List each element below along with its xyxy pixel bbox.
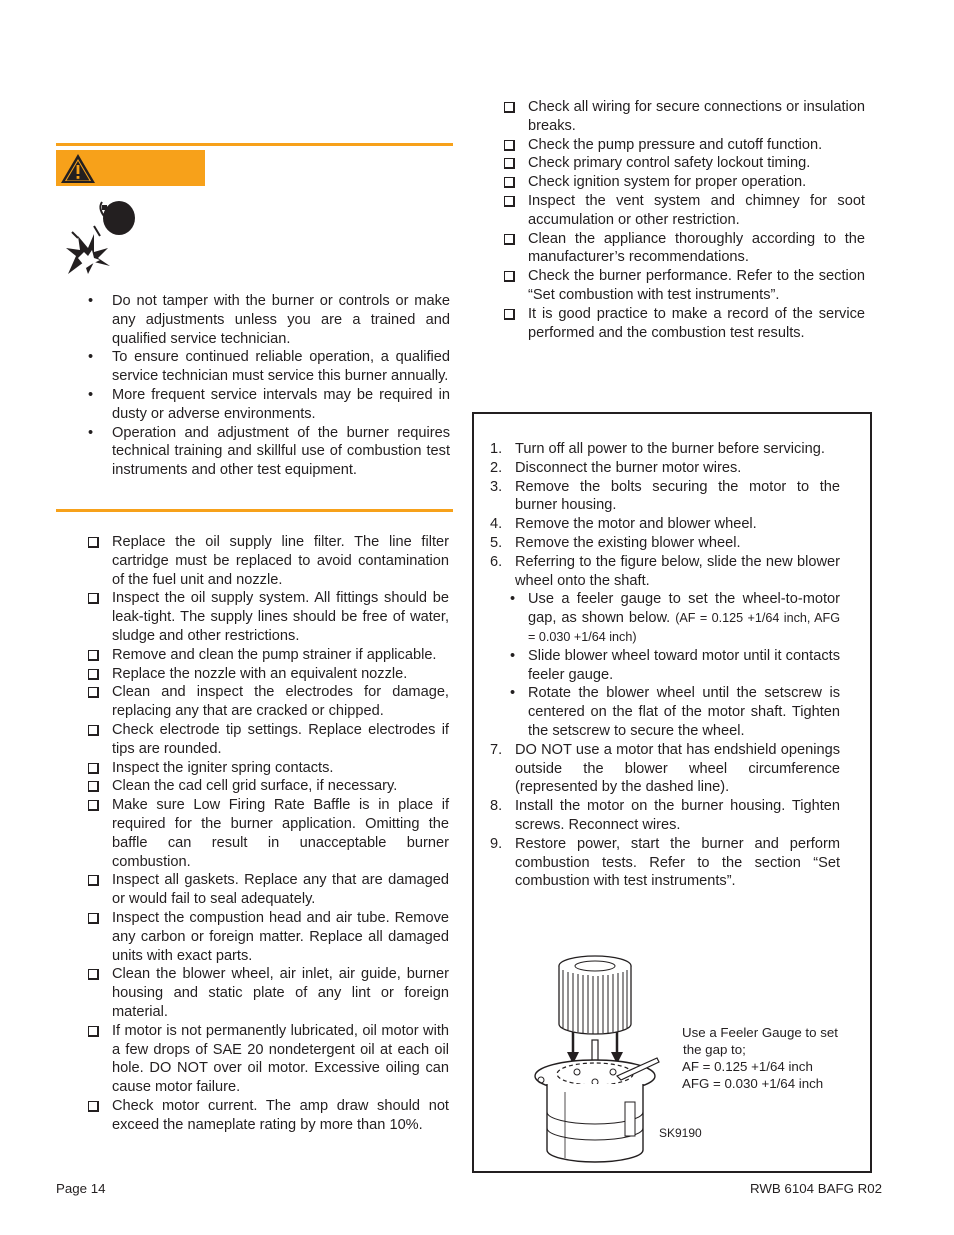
checklist-item: Check ignition system for proper operation. <box>503 173 865 192</box>
maintenance-checklist-right <box>503 98 865 342</box>
warning-bullet: • More frequent service intervals may be required in dusty or adverse environments. <box>88 386 450 422</box>
checkbox-glyph <box>88 781 99 792</box>
checkbox-glyph <box>504 177 515 188</box>
checklist-item: Check all wiring for secure connections or insulation breaks. <box>503 98 865 136</box>
checkbox-glyph <box>88 537 99 548</box>
procedure-step: 9. Restore power, start the burner and perform combustion tests. Refer to the section “Set combustion with test instruments”. <box>490 835 840 890</box>
checklist-item: Inspect the oil supply system. All fittings should be leak-tight. The supply lines should be free of water, sludge and other restrictions. <box>87 589 449 645</box>
procedure-substep: • Use a feeler gauge to set the wheel-to-motor gap, as shown below. (AF = 0.125 +1/64 inch, AFG = 0.030 +1/64 inch) <box>510 591 841 644</box>
procedure-substep: • Slide blower wheel toward motor until it contacts feeler gauge. <box>510 647 840 683</box>
bullet-glyph: • <box>88 293 94 309</box>
checkbox-glyph <box>504 309 515 320</box>
checkbox-glyph <box>88 725 99 736</box>
checklist-item: Check motor current. The amp draw should not exceed the nameplate rating by more than 10%. <box>87 1097 449 1135</box>
checklist-item: It is good practice to make a record of the service performed and the combustion test results. <box>503 305 865 343</box>
checklist-item: Make sure Low Firing Rate Baffle is in place if required for the burner application. Omitting the baffle can result in unacceptable burner combustion. <box>87 796 449 871</box>
procedure-step: 3. Remove the bolts securing the motor to the burner housing. <box>490 478 840 514</box>
checkbox-glyph <box>88 650 99 661</box>
checklist-item: Check the pump pressure and cutoff function. <box>503 136 865 155</box>
checklist-item: Clean and inspect the electrodes for damage, replacing any that are cracked or chipped. <box>87 683 449 721</box>
checkbox-glyph <box>504 158 515 169</box>
checkbox-glyph <box>504 196 515 207</box>
checkbox-glyph <box>88 687 99 698</box>
gap-spec-note: (AF = 0.125 +1/64 inch, AFG = 0.030 +1/64 inch) <box>528 611 841 644</box>
checklist-item: Clean the appliance thoroughly according to the manufacturer’s recommendations. <box>503 230 865 268</box>
checkbox-glyph <box>88 763 99 774</box>
checkbox-glyph <box>88 1026 99 1037</box>
bullet-glyph: • <box>88 349 94 366</box>
warning-bullet: • Operation and adjustment of the burner requires technical training and skillful use of combustion test instruments and other test equipment. <box>88 424 450 479</box>
checkbox-glyph <box>504 271 515 282</box>
checkbox-glyph <box>504 234 515 245</box>
checkbox-glyph <box>88 969 99 980</box>
bullet-glyph: • <box>88 386 94 403</box>
checkbox-glyph <box>88 669 99 680</box>
procedure-step: 2. Disconnect the burner motor wires. <box>490 459 742 476</box>
procedure-step: 8. Install the motor on the burner housing. Tighten screws. Reconnect wires. <box>490 798 840 833</box>
warning-bullet: • To ensure continued reliable operation, a qualified service technician must service this burner annually. <box>88 349 450 385</box>
figure-caption: Use a Feeler Gauge to set the gap to; AF = 0.125 +1/64 inch AFG = 0.030 +1/64 inch <box>682 1025 838 1091</box>
warning-header-bar <box>56 150 205 186</box>
checkbox-glyph <box>88 1101 99 1112</box>
checkbox-glyph <box>504 140 515 151</box>
warning-bullet: • Do not tamper with the burner or controls or make any adjustments unless you are a trained and qualified service technician. <box>88 293 450 347</box>
procedure-substep: • Rotate the blower wheel until the setscrew is centered on the flat of the motor shaft. Tighten the setscrew to secure the wheel. <box>510 685 840 739</box>
checkbox-glyph <box>88 593 99 604</box>
checklist-item: Check electrode tip settings. Replace electrodes if tips are rounded. <box>87 721 449 759</box>
checklist-item: Inspect the vent system and chimney for soot accumulation or other restriction. <box>503 192 865 230</box>
page-number: Page 14 <box>56 1181 106 1196</box>
procedure-step: 1. Turn off all power to the burner before servicing. <box>490 441 825 457</box>
procedure-step: 5. Remove the existing blower wheel. <box>490 534 741 551</box>
checkbox-glyph <box>88 875 99 886</box>
checklist-item: Clean the cad cell grid surface, if necessary. <box>87 777 449 796</box>
checklist-item: Clean the blower wheel, air inlet, air guide, burner housing and static plate of any lint or foreign material. <box>87 965 449 1021</box>
procedure-step: 4. Remove the motor and blower wheel. <box>490 516 757 533</box>
bullet-glyph: • <box>88 424 94 441</box>
procedure-step: 6. Referring to the figure below, slide the new blower wheel onto the shaft. <box>490 553 840 589</box>
procedure-steps <box>488 440 840 891</box>
warning-top-rule <box>56 143 453 146</box>
checklist-item: Inspect the igniter spring contacts. <box>87 759 449 778</box>
checkbox-glyph <box>88 800 99 811</box>
checklist-item: Check primary control safety lockout timing. <box>503 154 865 173</box>
checklist-item: Replace the oil supply line filter. The line filter cartridge must be replaced to avoid contamination of the fuel unit and nozzle. <box>87 533 449 589</box>
procedure-step: 7. DO NOT use a motor that has endshield openings outside the blower wheel circumference (represented by the dashed line). <box>490 741 840 796</box>
checklist-item: Check the burner performance. Refer to the section “Set combustion with test instruments”. <box>503 267 865 305</box>
figure-code: SK9190 <box>659 1126 702 1140</box>
checklist-item: Replace the nozzle with an equivalent nozzle. <box>87 665 449 684</box>
warning-bottom-rule <box>56 509 453 512</box>
checklist-item: Inspect the compustion head and air tube. Remove any carbon or foreign matter. Replace all damaged units with exact parts. <box>87 909 449 965</box>
explosion-hazard-icon <box>64 196 144 276</box>
warning-triangle-icon <box>58 151 98 185</box>
maintenance-checklist-left <box>87 533 449 1135</box>
checklist-item: If motor is not permanently lubricated, oil motor with a few drops of SAE 20 nondetergent oil at each oil hole. DO NOT over oil motor. Excessive oiling can cause motor failure. <box>87 1022 449 1097</box>
checklist-item: Inspect all gaskets. Replace any that are damaged or would fail to seal adequately. <box>87 871 449 909</box>
checklist-item: Remove and clean the pump strainer if applicable. <box>87 646 449 665</box>
warning-bullet-list <box>84 292 450 480</box>
checkbox-glyph <box>504 102 515 113</box>
document-code: RWB 6104 BAFG R02 <box>749 1181 882 1196</box>
checkbox-glyph <box>88 913 99 924</box>
